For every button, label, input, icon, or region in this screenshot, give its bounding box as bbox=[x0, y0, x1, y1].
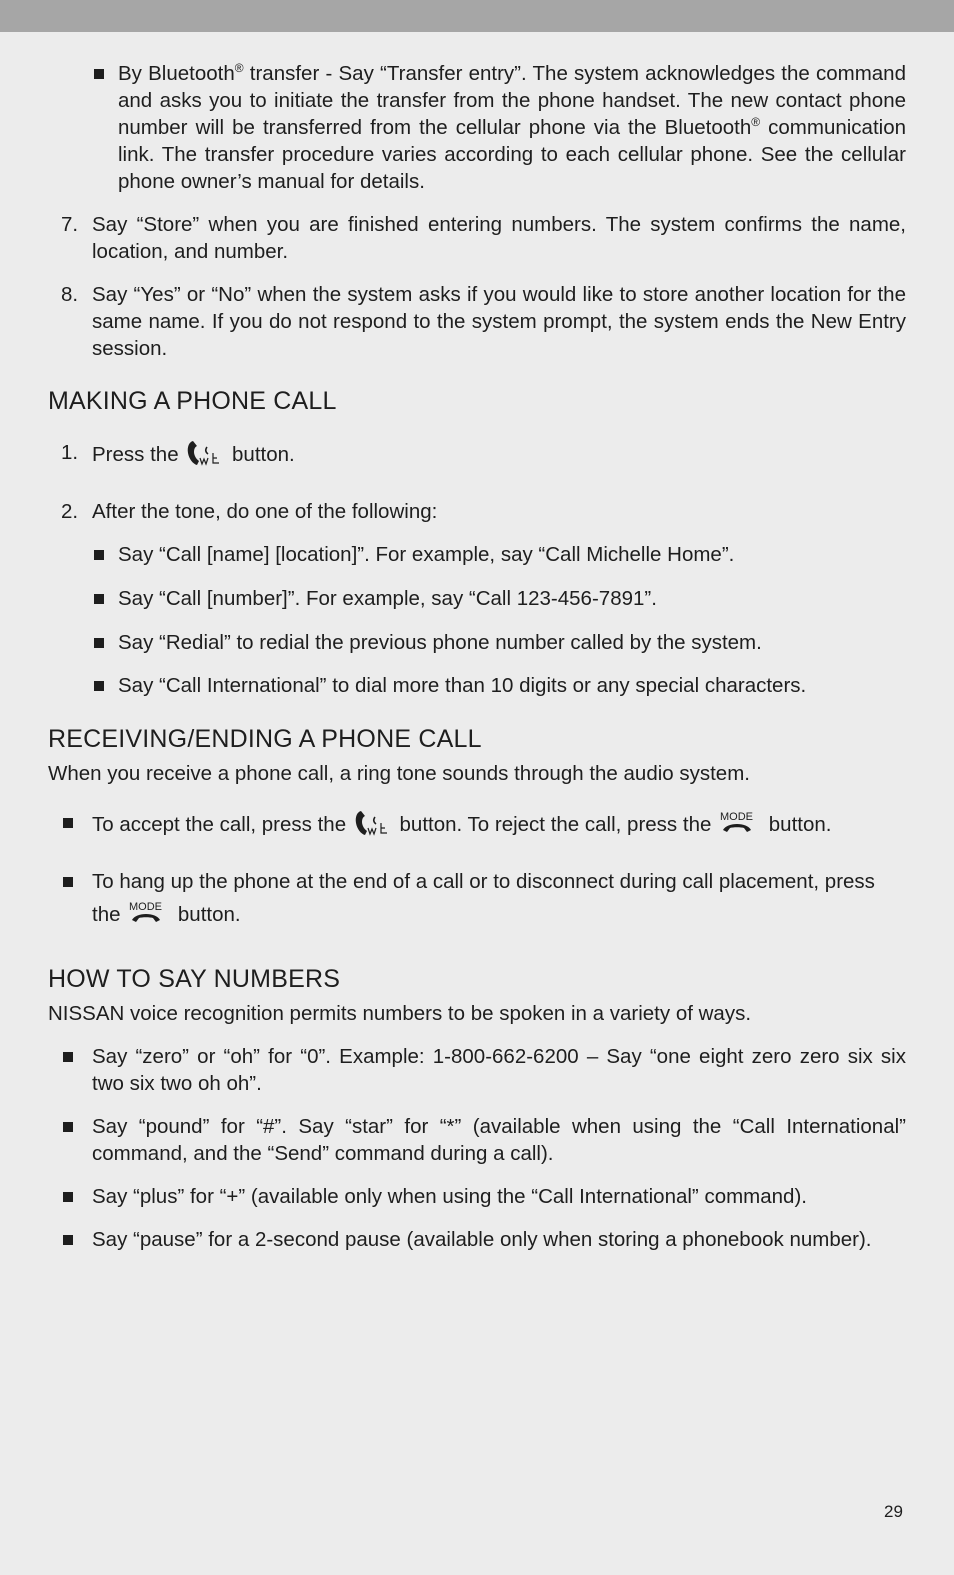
heading-making-call: MAKING A PHONE CALL bbox=[48, 387, 337, 415]
bullet-square bbox=[63, 1052, 73, 1062]
bullet-square bbox=[94, 594, 104, 604]
phone-talk-icon bbox=[184, 439, 226, 474]
accept-reject-item: To accept the call, press the button. To reject the call, press the MODE button. bbox=[48, 809, 906, 844]
number-rule-item: Say “pound” for “#”. Say “star” for “*” (available when using the “Call International” command, and the “Send” command during a call). bbox=[48, 1113, 906, 1167]
heading-say-numbers: HOW TO SAY NUMBERS bbox=[48, 965, 341, 993]
bullet-square bbox=[63, 1122, 73, 1132]
page-top-band bbox=[0, 0, 954, 32]
phone-talk-icon bbox=[352, 809, 394, 844]
hangup-item: To hang up the phone at the end of a call or to disconnect during call placement, press the MODE button. bbox=[48, 865, 906, 934]
bullet-square bbox=[63, 1235, 73, 1245]
bullet-square bbox=[94, 550, 104, 560]
page-content bbox=[48, 60, 906, 1253]
bullet-square bbox=[94, 638, 104, 648]
mode-icon-label: MODE bbox=[720, 811, 754, 823]
bullet-square bbox=[94, 681, 104, 691]
heading-receiving-call: RECEIVING/ENDING A PHONE CALL bbox=[48, 725, 482, 753]
number-rule-item: Say “plus” for “+” (available only when using the “Call International” command). bbox=[48, 1183, 906, 1210]
bullet-square bbox=[63, 877, 73, 887]
step-2: 2. After the tone, do one of the following: bbox=[61, 500, 438, 523]
mode-icon-label: MODE bbox=[129, 901, 163, 913]
bullet-square bbox=[63, 1192, 73, 1202]
phone-hangup-mode-icon bbox=[126, 900, 172, 934]
step-7: 7. Say “Store” when you are finished entering numbers. The system confirms the name, location, and number. bbox=[61, 213, 906, 263]
step-8: 8. Say “Yes” or “No” when the system asks if you would like to store another location for the same name. If you do not respond to the system prompt, the system ends the New Entry session. bbox=[61, 283, 906, 360]
receiving-intro: When you receive a phone call, a ring tone sounds through the audio system. bbox=[48, 762, 750, 785]
step-1-press-button: 1. Press the button. bbox=[48, 439, 906, 474]
call-option-item: Say “Redial” to redial the previous phone number called by the system. bbox=[48, 629, 906, 656]
bullet-square bbox=[63, 818, 73, 828]
page-number: 29 bbox=[884, 1502, 903, 1521]
call-option-item: Say “Call [name] [location]”. For example, say “Call Michelle Home”. bbox=[48, 541, 906, 568]
number-rule-item: Say “zero” or “oh” for “0”. Example: 1-800-662-6200 – Say “one eight zero zero six six two six two oh oh”. bbox=[48, 1043, 906, 1097]
call-option-item: Say “Call [number]”. For example, say “Call 123-456-7891”. bbox=[48, 585, 906, 612]
numbers-intro: NISSAN voice recognition permits numbers to be spoken in a variety of ways. bbox=[48, 1002, 752, 1025]
bullet-square bbox=[94, 69, 104, 79]
call-option-item: Say “Call International” to dial more than 10 digits or any special characters. bbox=[48, 672, 906, 699]
number-rule-item: Say “pause” for a 2-second pause (available only when storing a phonebook number). bbox=[48, 1226, 906, 1253]
bluetooth-transfer-item: By Bluetooth® transfer - Say “Transfer entry”. The system acknowledges the command and asks you to initiate the transfer from the phone handset. The new contact phone number will be transferred from the cellular phone via the Bluetooth® communication link. The transfer procedure varies according to each cellular phone. See the cellular phone owner’s manual for details. bbox=[48, 60, 906, 195]
phone-hangup-mode-icon bbox=[717, 810, 763, 841]
